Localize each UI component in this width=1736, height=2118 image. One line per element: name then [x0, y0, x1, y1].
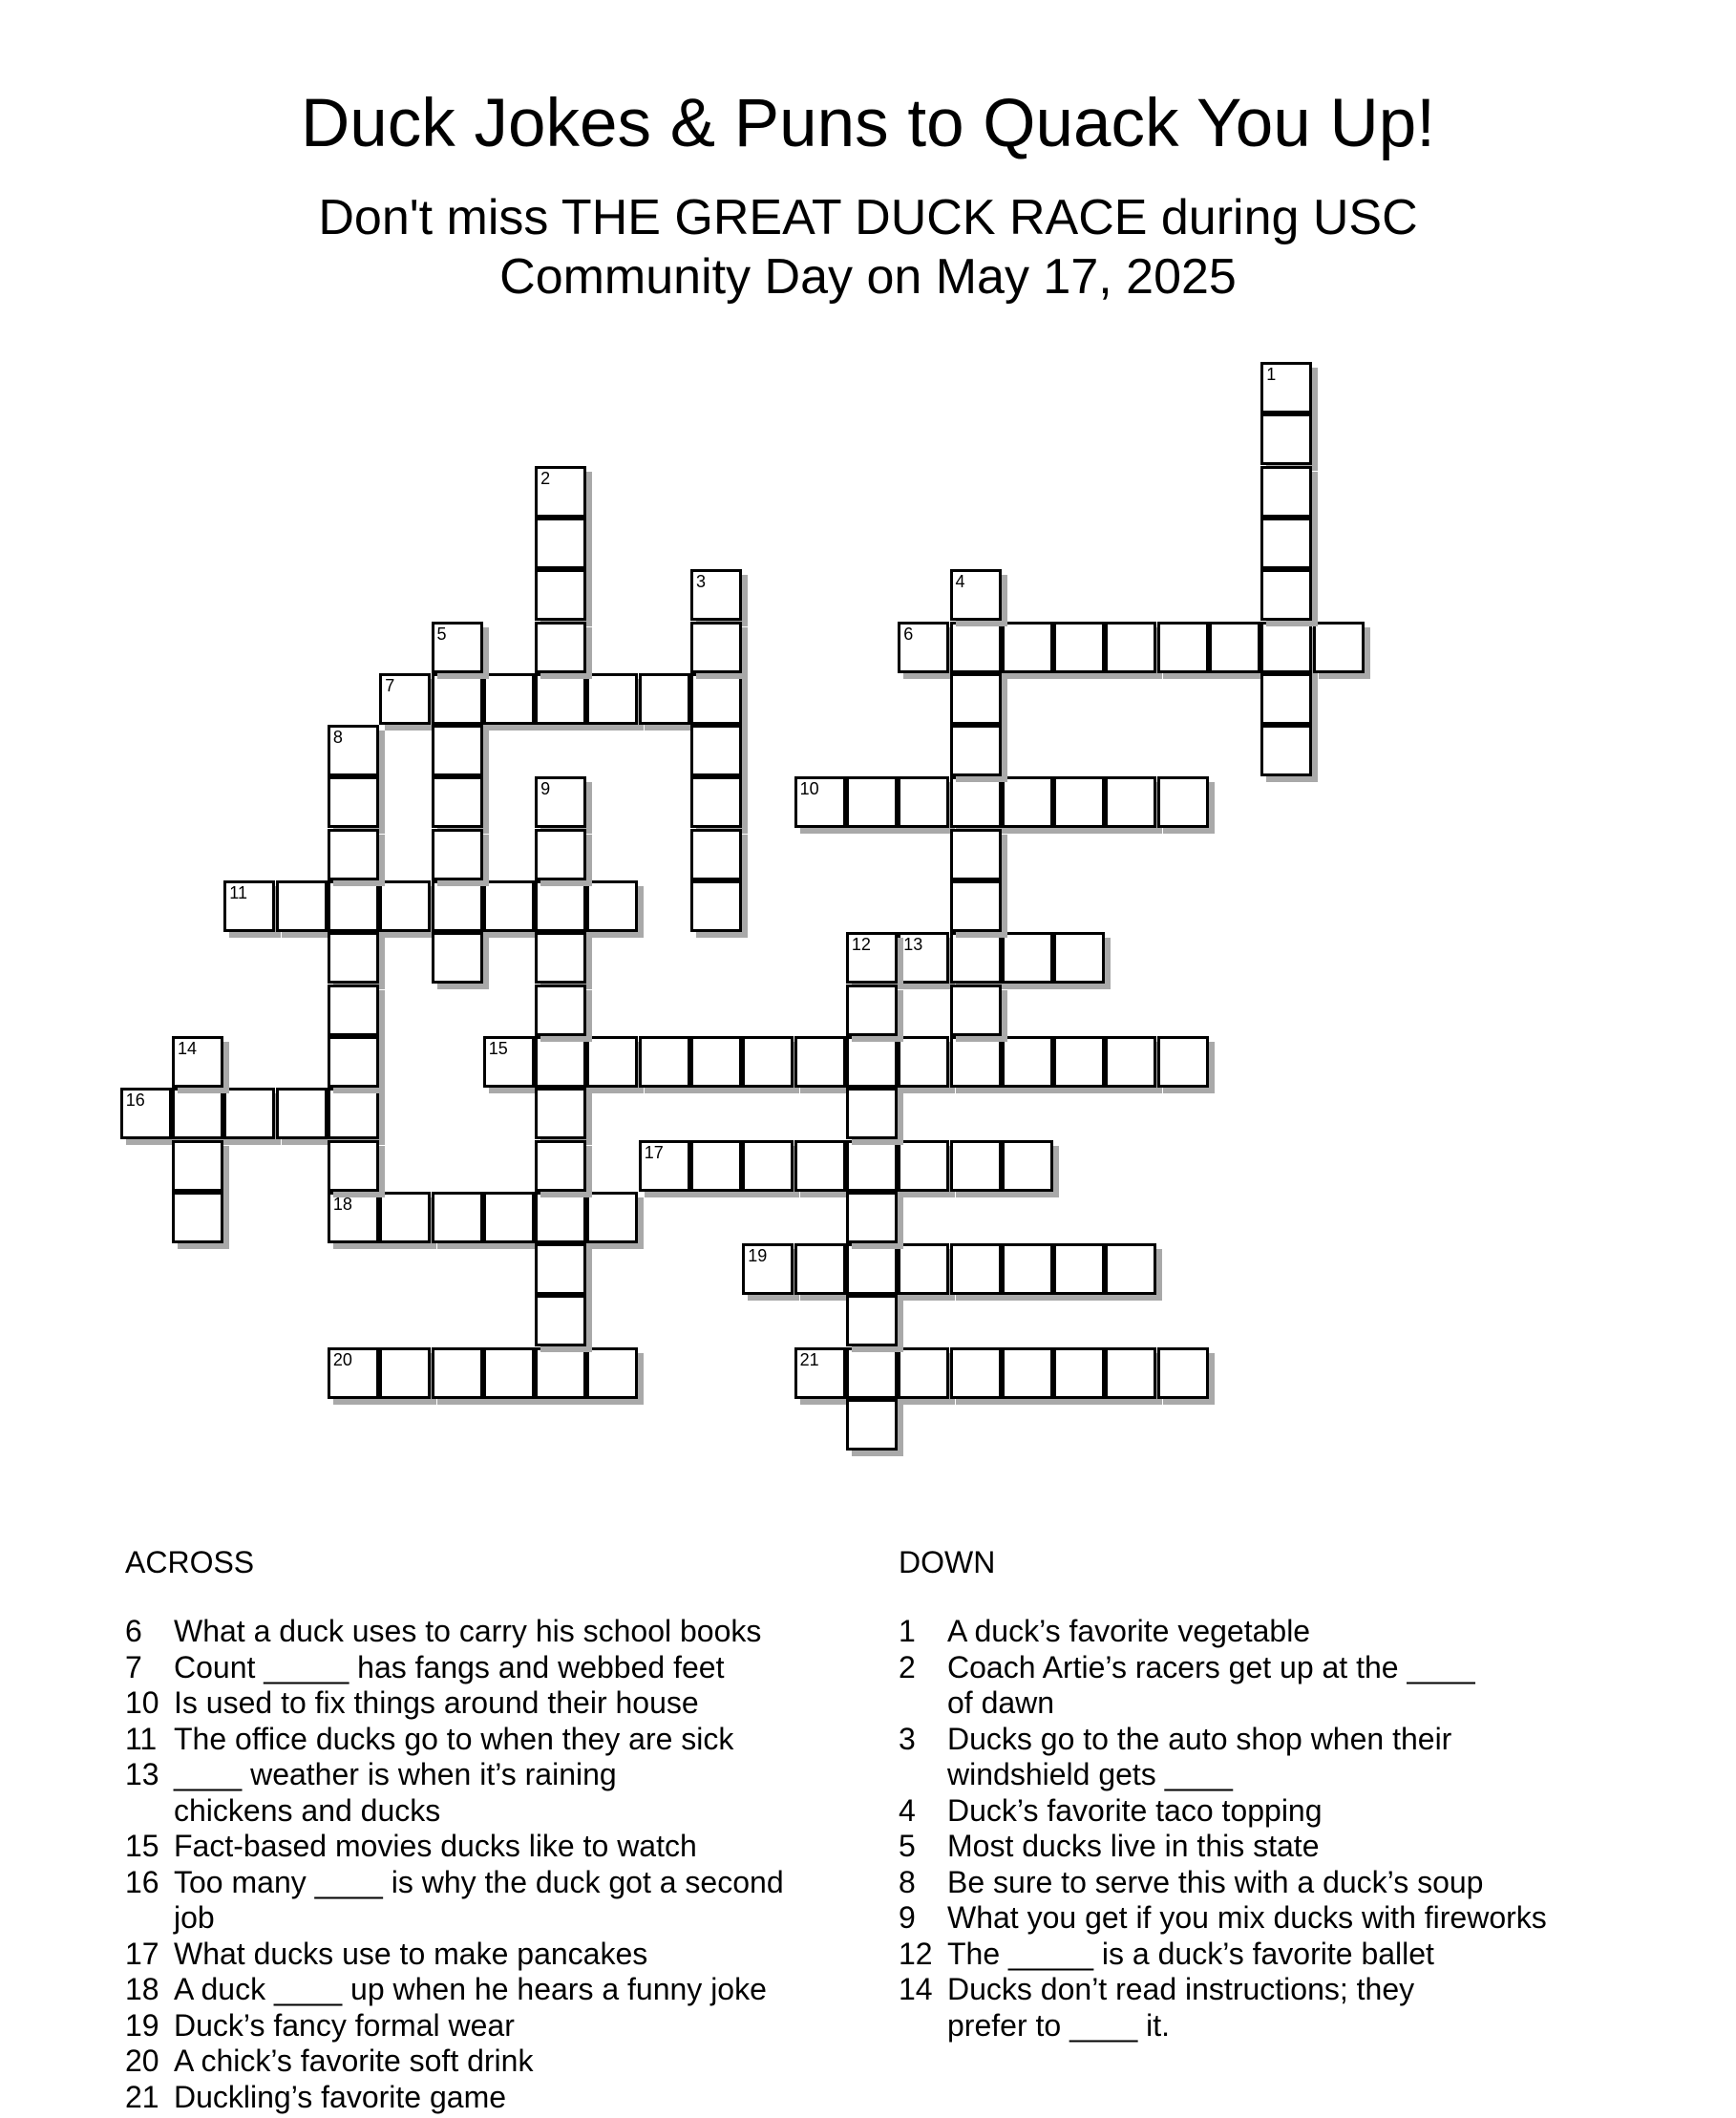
clue-item-number: 7: [125, 1649, 142, 1684]
grid-cell[interactable]: [742, 1036, 794, 1088]
grid-cell[interactable]: [690, 725, 742, 776]
grid-cell[interactable]: [535, 985, 586, 1036]
clue-item: [125, 2044, 870, 2080]
clue-item-text: Count _____ has fangs and webbed feet: [174, 1649, 725, 1684]
clue-item-number: 2: [899, 1649, 916, 1684]
clue-item-text: Ducks go to the auto shop when their windshield gets ____: [947, 1721, 1452, 1791]
grid-cell[interactable]: [846, 1088, 898, 1139]
grid-cell[interactable]: [690, 1140, 742, 1192]
grid-cell[interactable]: [535, 829, 586, 880]
clue-item-text: Duckling’s favorite game: [174, 2079, 507, 2114]
grid-cell[interactable]: [1105, 1036, 1156, 1088]
clue-item-text: What a duck uses to carry his school books: [174, 1614, 762, 1648]
clue-item: [125, 1614, 870, 1650]
grid-cell[interactable]: [950, 569, 1002, 621]
clue-item-text: The office ducks go to when they are sick: [174, 1721, 734, 1756]
grid-cell[interactable]: [1260, 362, 1312, 413]
grid-cell[interactable]: [898, 622, 949, 673]
grid-cell[interactable]: [1002, 932, 1053, 984]
grid-cell[interactable]: [846, 1347, 898, 1399]
clue-item: [899, 1865, 1643, 1901]
clue-item-text: Most ducks live in this state: [947, 1829, 1320, 1863]
grid-cell[interactable]: [794, 776, 846, 828]
grid-cell[interactable]: [846, 1295, 898, 1346]
grid-cell[interactable]: [1002, 776, 1053, 828]
grid-cell[interactable]: [483, 880, 535, 932]
clue-item-number: 15: [125, 1829, 159, 1863]
clue-number: 21: [799, 1349, 819, 1369]
clue-item-number: 8: [899, 1864, 916, 1899]
grid-cell[interactable]: [1002, 622, 1053, 673]
grid-cell[interactable]: [172, 1140, 223, 1192]
clue-item-number: 10: [125, 1685, 159, 1720]
grid-cell[interactable]: [1053, 1243, 1105, 1295]
grid-cell[interactable]: [328, 985, 379, 1036]
clue-item: [125, 1937, 870, 1973]
grid-cell[interactable]: [1002, 1036, 1053, 1088]
clue-number: 17: [644, 1142, 664, 1162]
grid-cell[interactable]: [898, 776, 949, 828]
subtitle-line-2: Community Day on May 17, 2025: [499, 249, 1237, 305]
clue-item-number: 9: [899, 1900, 916, 1935]
grid-cell[interactable]: [950, 622, 1002, 673]
clue-number: 5: [436, 624, 447, 644]
grid-cell[interactable]: [1260, 518, 1312, 569]
grid-cell[interactable]: [535, 1295, 586, 1346]
grid-cell[interactable]: [690, 1036, 742, 1088]
clue-item-text: Coach Artie’s racers get up at the ____ of dawn: [947, 1649, 1475, 1720]
clue-item-text: A duck ____ up when he hears a funny joke: [174, 1972, 767, 2006]
grid-cell[interactable]: [328, 829, 379, 880]
clue-item: [125, 2080, 870, 2116]
grid-cell[interactable]: [950, 880, 1002, 932]
clue-number: 19: [748, 1246, 768, 1266]
clue-item-number: 6: [125, 1614, 142, 1648]
clue-item-number: 20: [125, 2044, 159, 2078]
grid-cell[interactable]: [535, 776, 586, 828]
grid-cell[interactable]: [1105, 776, 1156, 828]
grid-cell[interactable]: [1157, 776, 1209, 828]
clue-item-number: 21: [125, 2079, 159, 2114]
grid-cell[interactable]: [172, 1088, 223, 1139]
grid-cell[interactable]: [328, 1192, 379, 1243]
grid-cell[interactable]: [1260, 725, 1312, 776]
grid-cell[interactable]: [846, 1243, 898, 1295]
grid-cell[interactable]: [328, 725, 379, 776]
clue-item-text: Be sure to serve this with a duck’s soup: [947, 1864, 1484, 1899]
grid-cell[interactable]: [432, 673, 483, 725]
grid-cell[interactable]: [898, 1243, 949, 1295]
grid-cell[interactable]: [690, 776, 742, 828]
clue-number: 2: [540, 468, 551, 488]
grid-cell[interactable]: [586, 880, 638, 932]
clue-item: [899, 1793, 1643, 1830]
grid-cell[interactable]: [328, 1347, 379, 1399]
clue-number: 14: [178, 1038, 198, 1058]
clue-item-number: 12: [899, 1936, 933, 1971]
clue-item-number: 3: [899, 1721, 916, 1756]
grid-cell[interactable]: [586, 1036, 638, 1088]
grid-cell[interactable]: [690, 569, 742, 621]
grid-cell[interactable]: [950, 725, 1002, 776]
grid-cell[interactable]: [1053, 1347, 1105, 1399]
across-heading: ACROSS: [125, 1545, 255, 1579]
grid-cell[interactable]: [535, 1088, 586, 1139]
grid-cell[interactable]: [898, 1140, 949, 1192]
grid-cell[interactable]: [690, 673, 742, 725]
grid-cell[interactable]: [276, 880, 328, 932]
clue-item: [899, 1650, 1643, 1722]
clue-item-number: 16: [125, 1864, 159, 1899]
grid-cell[interactable]: [1157, 1347, 1209, 1399]
clue-item: [899, 1937, 1643, 1973]
grid-cell[interactable]: [1053, 932, 1105, 984]
grid-cell[interactable]: [328, 880, 379, 932]
grid-cell[interactable]: [1105, 1243, 1156, 1295]
grid-cell[interactable]: [379, 1192, 431, 1243]
clue-item: [125, 1722, 870, 1758]
clue-item: [125, 1865, 870, 1937]
clue-item-number: 18: [125, 1972, 159, 2006]
grid-cell[interactable]: [483, 673, 535, 725]
clue-item-text: What ducks use to make pancakes: [174, 1936, 648, 1971]
grid-cell[interactable]: [276, 1088, 328, 1139]
grid-cell[interactable]: [379, 880, 431, 932]
down-clue-list: [899, 1614, 1643, 2044]
grid-cell[interactable]: [535, 518, 586, 569]
clue-item-number: 11: [125, 1721, 158, 1756]
grid-cell[interactable]: [1260, 569, 1312, 621]
clue-number: 10: [799, 779, 819, 799]
clue-item: [125, 1972, 870, 2008]
grid-cell[interactable]: [1260, 622, 1312, 673]
grid-cell[interactable]: [950, 1140, 1002, 1192]
grid-cell[interactable]: [1053, 1036, 1105, 1088]
grid-cell[interactable]: [223, 880, 275, 932]
clue-item: [125, 2008, 870, 2044]
grid-cell[interactable]: [950, 1036, 1002, 1088]
grid-cell[interactable]: [1053, 622, 1105, 673]
page-title: Duck Jokes & Puns to Quack You Up!: [301, 86, 1435, 161]
grid-cell[interactable]: [1260, 466, 1312, 518]
grid-cell[interactable]: [1105, 1347, 1156, 1399]
grid-cell[interactable]: [950, 932, 1002, 984]
clue-item: [125, 1757, 870, 1829]
grid-cell[interactable]: [535, 1243, 586, 1295]
grid-cell[interactable]: [690, 880, 742, 932]
clue-item-text: Fact-based movies ducks like to watch: [174, 1829, 697, 1863]
clue-number: 6: [903, 624, 914, 644]
clue-number: 8: [332, 728, 343, 748]
grid-cell[interactable]: [172, 1192, 223, 1243]
clue-number: 15: [488, 1038, 508, 1058]
grid-cell[interactable]: [535, 569, 586, 621]
grid-cell[interactable]: [432, 622, 483, 673]
clue-item-text: Duck’s favorite taco topping: [947, 1792, 1323, 1828]
clue-item-text: Too many ____ is why the duck got a second job: [174, 1864, 784, 1935]
grid-cell[interactable]: [535, 1192, 586, 1243]
grid-cell[interactable]: [432, 1347, 483, 1399]
grid-cell[interactable]: [1157, 622, 1209, 673]
down-heading: DOWN: [899, 1545, 996, 1579]
grid-cell[interactable]: [1260, 413, 1312, 465]
grid-cell[interactable]: [639, 673, 690, 725]
grid-cell[interactable]: [535, 1140, 586, 1192]
clue-item-number: 5: [899, 1829, 916, 1863]
grid-cell[interactable]: [950, 1347, 1002, 1399]
grid-cell[interactable]: [950, 776, 1002, 828]
grid-cell[interactable]: [898, 932, 949, 984]
grid-cell[interactable]: [432, 725, 483, 776]
clue-item-text: What you get if you mix ducks with fireworks: [947, 1900, 1547, 1935]
grid-cell[interactable]: [898, 1347, 949, 1399]
clue-item-number: 13: [125, 1757, 159, 1791]
clue-number: 3: [696, 572, 707, 592]
grid-cell[interactable]: [432, 776, 483, 828]
clue-item-number: 1: [899, 1614, 916, 1648]
grid-cell[interactable]: [950, 673, 1002, 725]
clue-number: 9: [540, 779, 551, 799]
grid-cell[interactable]: [1053, 776, 1105, 828]
grid-cell[interactable]: [432, 1192, 483, 1243]
grid-cell[interactable]: [1260, 673, 1312, 725]
grid-cell[interactable]: [1002, 1243, 1053, 1295]
clue-number: 16: [125, 1091, 145, 1111]
grid-cell[interactable]: [586, 1192, 638, 1243]
grid-cell[interactable]: [742, 1243, 794, 1295]
grid-cell[interactable]: [535, 466, 586, 518]
grid-cell[interactable]: [794, 1036, 846, 1088]
grid-cell[interactable]: [535, 932, 586, 984]
clue-item-text: A duck’s favorite vegetable: [947, 1614, 1311, 1648]
grid-cell[interactable]: [846, 1399, 898, 1451]
grid-cell[interactable]: [1209, 622, 1260, 673]
clue-item: [125, 1685, 870, 1722]
clue-item-number: 14: [899, 1972, 933, 2006]
grid-cell[interactable]: [432, 880, 483, 932]
clue-number: 12: [851, 935, 871, 955]
grid-cell[interactable]: [120, 1088, 172, 1139]
grid-cell[interactable]: [846, 776, 898, 828]
clue-number: 11: [229, 883, 247, 902]
grid-cell[interactable]: [1157, 1036, 1209, 1088]
grid-cell[interactable]: [950, 985, 1002, 1036]
clue-number: 18: [332, 1194, 352, 1214]
grid-cell[interactable]: [432, 932, 483, 984]
grid-cell[interactable]: [794, 1347, 846, 1399]
grid-cell[interactable]: [483, 1192, 535, 1243]
grid-cell[interactable]: [898, 1036, 949, 1088]
across-clue-list: [125, 1614, 870, 2115]
grid-cell[interactable]: [223, 1088, 275, 1139]
grid-cell[interactable]: [328, 1036, 379, 1088]
clue-item-number: 17: [125, 1936, 159, 1971]
grid-cell[interactable]: [328, 776, 379, 828]
grid-cell[interactable]: [328, 1140, 379, 1192]
grid-cell[interactable]: [950, 1243, 1002, 1295]
grid-cell[interactable]: [535, 673, 586, 725]
subtitle-line-1: Don't miss THE GREAT DUCK RACE during USC: [318, 190, 1418, 245]
clue-item-number: 4: [899, 1792, 916, 1828]
grid-cell[interactable]: [846, 932, 898, 984]
clue-number: 20: [332, 1349, 352, 1369]
grid-cell[interactable]: [535, 880, 586, 932]
grid-cell[interactable]: [483, 1347, 535, 1399]
grid-cell[interactable]: [846, 1140, 898, 1192]
clue-item-text: Is used to fix things around their house: [174, 1685, 699, 1720]
grid-cell[interactable]: [535, 1036, 586, 1088]
grid-cell[interactable]: [846, 1036, 898, 1088]
grid-cell[interactable]: [950, 829, 1002, 880]
clue-item: [899, 1900, 1643, 1937]
clue-number: 7: [385, 675, 395, 695]
grid-cell[interactable]: [379, 1347, 431, 1399]
clue-item-text: Ducks don’t read instructions; they prefer to ____ it.: [947, 1972, 1415, 2043]
grid-cell[interactable]: [172, 1036, 223, 1088]
clue-item: [899, 1829, 1643, 1865]
clue-number: 1: [1266, 365, 1277, 384]
grid-cell[interactable]: [586, 673, 638, 725]
grid-cell[interactable]: [1002, 1347, 1053, 1399]
clue-item: [899, 1722, 1643, 1793]
clue-item-text: ____ weather is when it’s raining chickens and ducks: [174, 1757, 617, 1828]
clue-number: 13: [903, 935, 923, 955]
clue-number: 4: [955, 572, 965, 592]
grid-cell[interactable]: [846, 985, 898, 1036]
grid-cell[interactable]: [1105, 622, 1156, 673]
grid-cell[interactable]: [379, 673, 431, 725]
clue-item-number: 19: [125, 2007, 159, 2043]
grid-cell[interactable]: [639, 1140, 690, 1192]
clue-item: [899, 1972, 1643, 2044]
clue-item: [899, 1614, 1643, 1650]
grid-cell[interactable]: [586, 1347, 638, 1399]
grid-cell[interactable]: [432, 829, 483, 880]
grid-cell[interactable]: [846, 1192, 898, 1243]
clue-item: [125, 1650, 870, 1686]
clue-item: [125, 1829, 870, 1865]
grid-cell[interactable]: [328, 1088, 379, 1139]
grid-cell[interactable]: [1002, 1140, 1053, 1192]
grid-cell[interactable]: [1313, 622, 1365, 673]
grid-cell[interactable]: [794, 1140, 846, 1192]
grid-cell[interactable]: [639, 1036, 690, 1088]
grid-cell[interactable]: [328, 932, 379, 984]
clue-item-text: Duck’s fancy formal wear: [174, 2007, 515, 2043]
grid-cell[interactable]: [535, 1347, 586, 1399]
grid-cell[interactable]: [535, 622, 586, 673]
clue-item-text: The _____ is a duck’s favorite ballet: [947, 1936, 1434, 1971]
grid-cell[interactable]: [690, 622, 742, 673]
grid-cell[interactable]: [794, 1243, 846, 1295]
grid-cell[interactable]: [483, 1036, 535, 1088]
clue-item-text: A chick’s favorite soft drink: [174, 2044, 534, 2078]
grid-cell[interactable]: [690, 829, 742, 880]
grid-cell[interactable]: [742, 1140, 794, 1192]
